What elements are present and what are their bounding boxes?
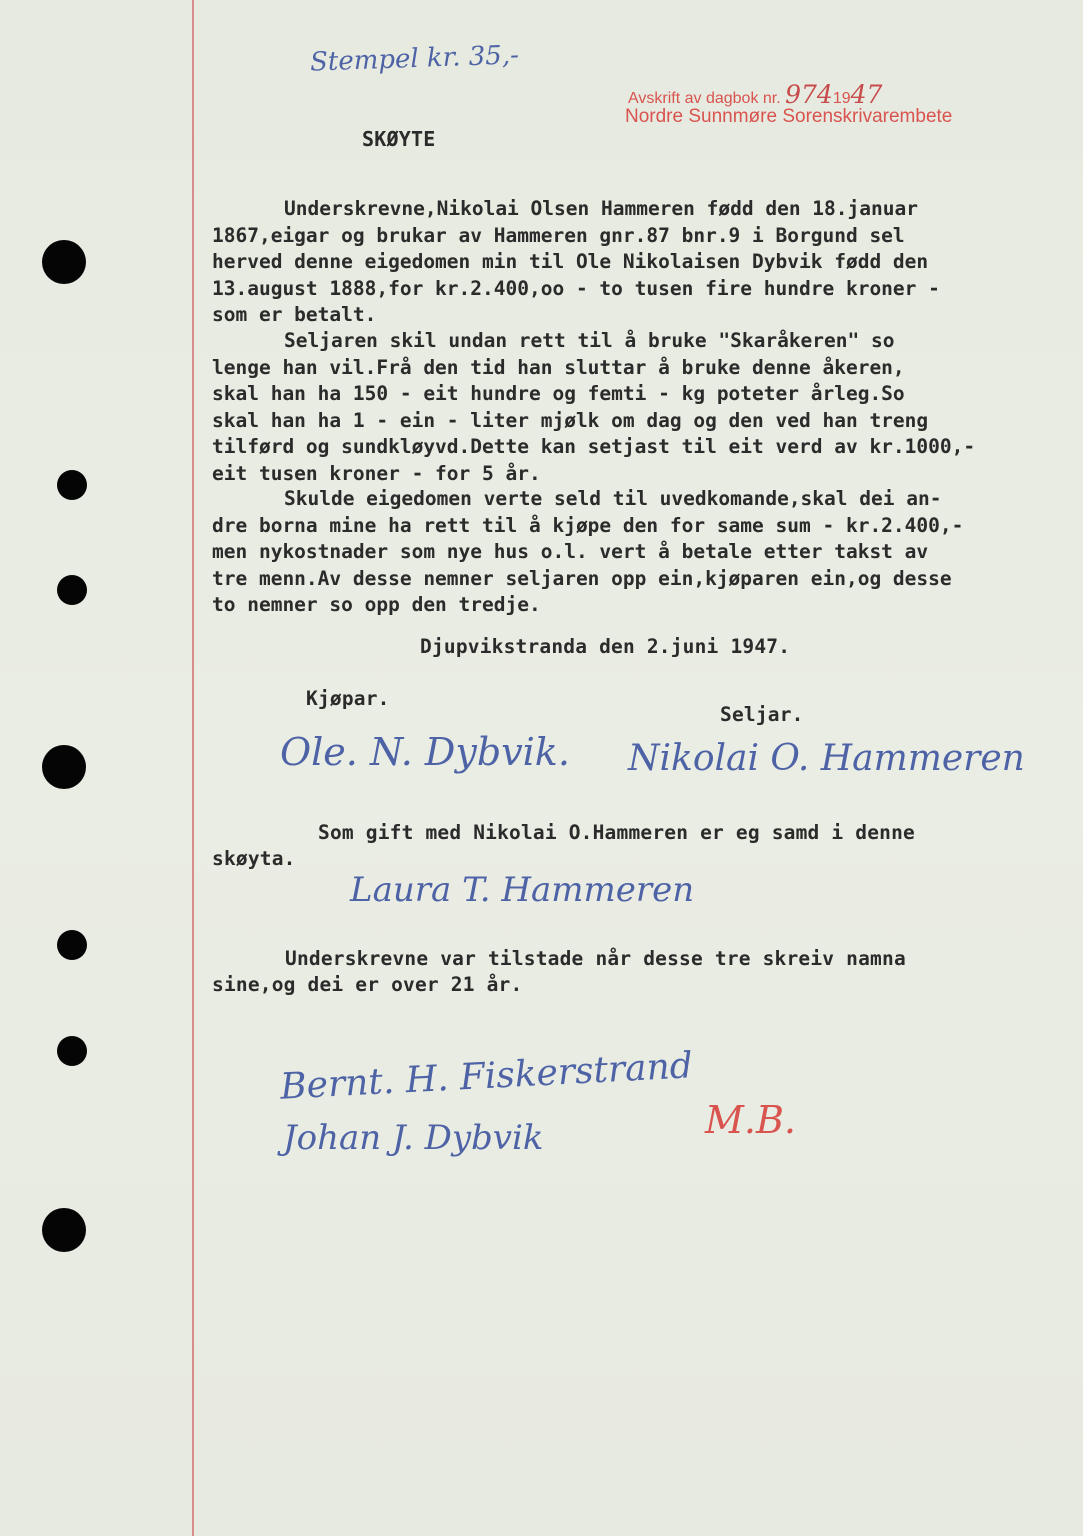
buyer-signature: Ole. N. Dybvik. [280,730,570,774]
witness-statement-line2: sine,og dei er over 21 år. [212,973,523,996]
archive-prefix: Avskrift av dagbok nr. [628,90,781,107]
text-line: herved denne eigedomen min til Ole Nikolaisen Dybvik fødd den [212,250,929,273]
place-date: Djupvikstranda den 2.juni 1947. [420,635,791,658]
punch-hole [57,1036,87,1066]
witness1-signature: Bernt. H. Fiskerstrand [279,1045,694,1108]
red-margin-line [192,0,194,1536]
text-line: tilførd og sundkløyvd.Dette kan setjast til eit verd av kr.1000,- [212,435,976,458]
document-title: SKØYTE [362,127,436,151]
text-line: lenge han vil.Frå den tid han sluttar å bruke denne åkeren, [212,355,905,379]
text-line: men nykostnader som nye hus o.l. vert å betale etter takst av [212,540,929,563]
punch-hole [57,470,87,500]
text-line: Seljaren skil undan rett til å bruke "Skaråkeren" so [284,329,895,352]
archive-number: 974 [785,80,833,109]
initials-mark: M.B. [705,1098,796,1142]
witness2-signature: Johan J. Dybvik [283,1118,544,1158]
punch-hole [42,745,86,789]
archive-stamp-line1 [628,80,882,109]
paragraph-reservation [212,328,1012,487]
archive-year-written: 47 [850,80,883,109]
text-line: som er betalt. [212,303,377,326]
punch-hole [42,1208,86,1252]
text-line: skal han ha 150 - eit hundre og femti - kg poteter årleg.So [212,382,905,405]
spouse-consent-line2: skøyta. [212,847,296,870]
punch-hole [57,575,87,605]
punch-hole [57,930,87,960]
seller-label: Seljar. [720,703,804,726]
stamp-fee-note: Stempel kr. 35,- [309,40,520,78]
buyer-label: Kjøpar. [306,687,390,710]
paragraph-sale [212,196,1012,329]
text-line: Skulde eigedomen verte seld til uvedkomande,skal dei an- [284,487,942,510]
text-line: tre menn.Av desse nemner seljaren opp ein,kjøparen ein,og desse [212,566,952,590]
text-line: skal han ha 1 - ein - liter mjølk om dag og den ved han treng [212,408,929,432]
seller-signature: Nikolai O. Hammeren [628,738,1025,779]
witness-statement-line1: Underskrevne var tilstade når desse tre skreiv namna [285,947,906,970]
text-line: dre borna mine ha rett til å kjøpe den for same sum - kr.2.400,- [212,513,964,537]
text-line: to nemner so opp den tredje. [212,593,541,616]
paragraph-preemption [212,486,1012,619]
text-line: 13.august 1888,for kr.2.400,oo - to tusen fire hundre kroner - [212,276,940,300]
spouse-signature: Laura T. Hammeren [350,870,695,910]
punch-hole [42,240,86,284]
archive-stamp-line2: Nordre Sunnmøre Sorenskrivarembete [625,106,953,127]
archive-year-printed: 19 [832,90,851,107]
text-line: eit tusen kroner - for 5 år. [212,461,541,485]
text-line: 1867,eigar og brukar av Hammeren gnr.87 bnr.9 i Borgund sel [212,223,905,247]
text-line: Underskrevne,Nikolai Olsen Hammeren fødd den 18.januar [284,197,918,220]
spouse-consent-line1: Som gift med Nikolai O.Hammeren er eg samd i denne [318,821,915,844]
